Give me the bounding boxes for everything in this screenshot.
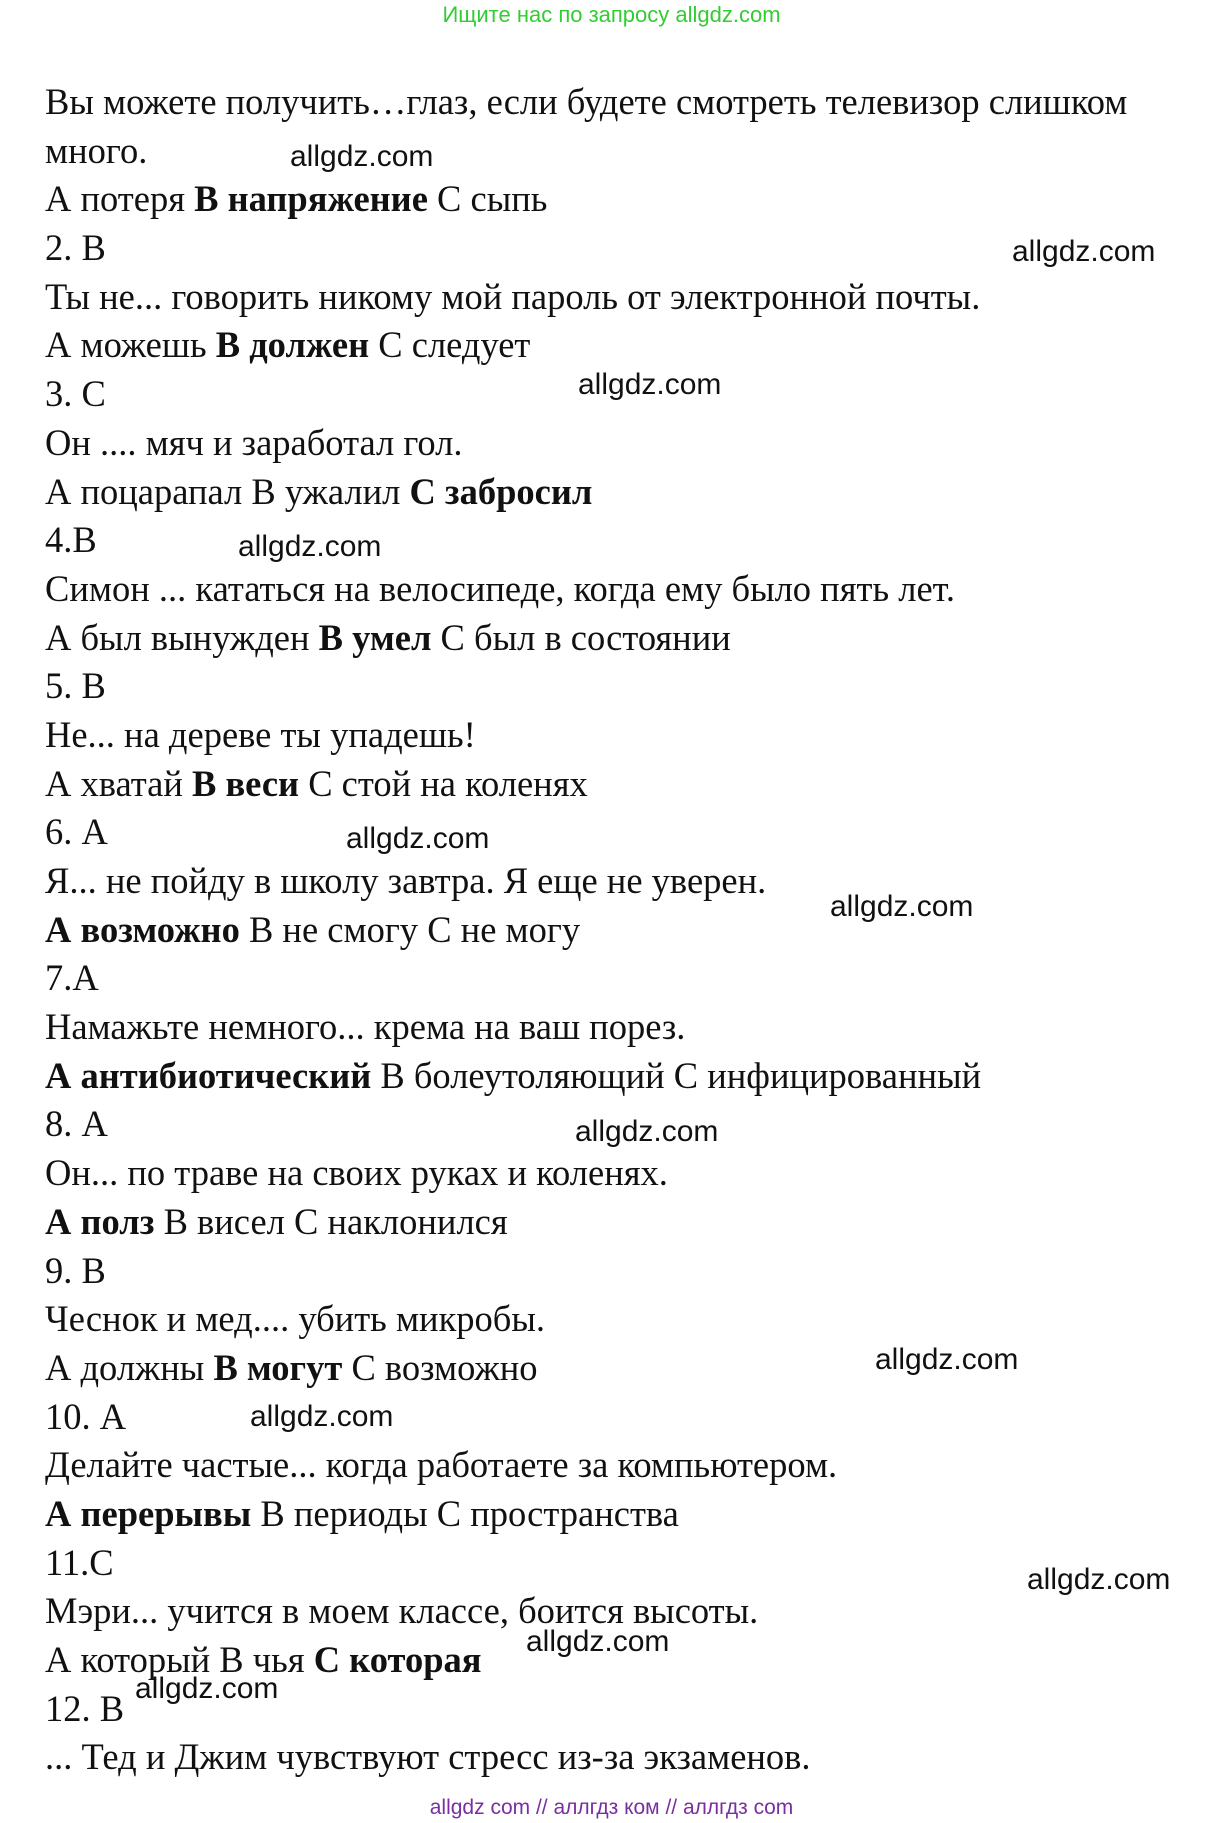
option-b: В чья (219, 1639, 305, 1681)
question-6: Я... не пойду в школу завтра. Я еще не уверен. (45, 860, 767, 902)
answer-9: 9. В (45, 1249, 106, 1291)
question-3: Он .... мяч и заработал гол. (45, 421, 463, 463)
options-5 (45, 760, 1205, 809)
watermark: allgdz.com (290, 140, 434, 173)
question-1: Вы можете получить…глаз, если будете смотреть телевизор слишком много. (45, 81, 1128, 171)
option-a: А потеря (45, 178, 185, 220)
options-10 (45, 1490, 1205, 1539)
option-c: С возможно (351, 1346, 538, 1388)
options-1 (45, 175, 1205, 224)
option-c: С следует (378, 324, 531, 366)
option-a-correct: А перерывы (45, 1492, 252, 1534)
answer-6: 6. А (45, 811, 108, 853)
option-b: В не смогу (248, 908, 419, 950)
option-c-correct: С забросил (409, 470, 593, 512)
question-10: Делайте частые... когда работаете за компьютером. (45, 1444, 838, 1486)
question-9: Чеснок и мед.... убить микробы. (45, 1298, 546, 1340)
option-b: В висел (163, 1200, 285, 1242)
watermark: allgdz.com (346, 822, 490, 855)
option-a: А который (45, 1639, 211, 1681)
option-b-correct: В веси (192, 762, 300, 804)
option-c: С не могу (427, 908, 581, 950)
watermark: allgdz.com (1012, 235, 1156, 268)
watermark: allgdz.com (575, 1115, 719, 1148)
option-b: В болеутоляющий (380, 1054, 665, 1096)
answer-3: 3. С (45, 373, 106, 415)
options-8 (45, 1198, 1205, 1247)
option-c: С наклонился (294, 1200, 508, 1242)
answer-11: 11.С (45, 1541, 114, 1583)
question-2: Ты не... говорить никому мой пароль от электронной почты. (45, 275, 981, 317)
options-7 (45, 1052, 1205, 1101)
options-4 (45, 614, 1205, 663)
option-b: В ужалил (251, 470, 401, 512)
option-a: А поцарапал (45, 470, 243, 512)
top-banner: Ищите нас по запросу allgdz.com (442, 2, 781, 27)
answer-10: 10. А (45, 1395, 127, 1437)
question-11: Мэри... учится в моем классе, боится высоты. (45, 1590, 759, 1632)
watermark: allgdz.com (875, 1343, 1019, 1376)
answer-8: 8. А (45, 1103, 108, 1145)
option-b: В периоды (260, 1492, 428, 1534)
option-c: С был в состоянии (440, 616, 731, 658)
option-a-correct: А возможно (45, 908, 240, 950)
options-6 (45, 906, 1205, 955)
question-12: ... Тед и Джим чувствуют стресс из-за экзаменов. (45, 1736, 811, 1778)
options-3 (45, 468, 1205, 517)
answer-2: 2. В (45, 227, 106, 269)
option-a: А можешь (45, 324, 207, 366)
option-a-correct: А антибиотический (45, 1054, 372, 1096)
watermark: allgdz.com (1027, 1563, 1171, 1596)
watermark: allgdz.com (526, 1625, 670, 1658)
options-9 (45, 1344, 1205, 1393)
footer: allgdz com // аллгдз ком // аллгдз com (429, 1796, 794, 1819)
question-5: Не... на дереве ты упадешь! (45, 713, 476, 755)
option-a-correct: А полз (45, 1200, 155, 1242)
options-2 (45, 321, 1205, 370)
option-c-correct: С которая (313, 1639, 482, 1681)
option-a: А должны (45, 1346, 205, 1388)
question-4: Симон ... кататься на велосипеде, когда ему было пять лет. (45, 567, 955, 609)
option-b-correct: В могут (213, 1346, 343, 1388)
option-c: С сыпь (437, 178, 548, 220)
answer-4: 4.В (45, 519, 97, 561)
option-c: С инфицированный (673, 1054, 982, 1096)
watermark: allgdz.com (830, 890, 974, 923)
watermark: allgdz.com (250, 1400, 394, 1433)
answer-7: 7.А (45, 957, 99, 999)
option-b-correct: В должен (215, 324, 370, 366)
answer-5: 5. В (45, 665, 106, 707)
option-c: С стой на коленях (308, 762, 588, 804)
option-a: А хватай (45, 762, 183, 804)
option-b-correct: В умел (318, 616, 432, 658)
watermark: allgdz.com (578, 368, 722, 401)
question-8: Он... по траве на своих руках и коленях. (45, 1152, 668, 1194)
answer-12: 12. В (45, 1687, 125, 1729)
option-c: С пространства (436, 1492, 679, 1534)
option-a: А был вынужден (45, 616, 310, 658)
question-7: Намажьте немного... крема на ваш порез. (45, 1006, 686, 1048)
watermark: allgdz.com (238, 530, 382, 563)
option-b-correct: В напряжение (194, 178, 428, 220)
watermark: allgdz.com (135, 1672, 279, 1705)
document-body (45, 78, 1205, 1782)
